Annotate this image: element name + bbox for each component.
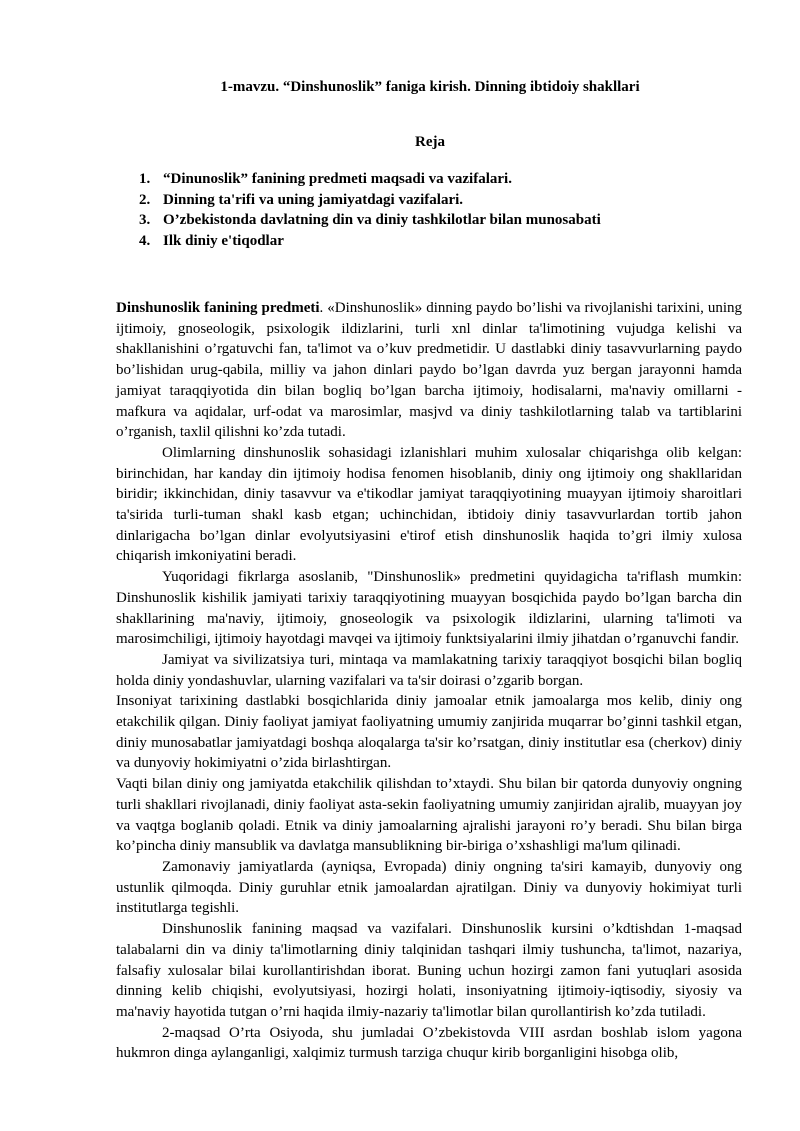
paragraph: Yuqoridagi fikrlarga asoslanib, "Dinshunoslik» predmetini quyidagicha ta'riflash mumkin: Dinshunoslik kishilik jamiyati tarixiy taraqqiyotining muayyan bosqichida paydo bo’lgan barcha din shakllarining ma'naviy, ijtimoiy, gnoseologik va psixologik ildizlarini, ularning ta'limoti va marosimchiligi, ijtimoiy hayotdagi mavqei va ijtimoiy funktsiyalarini ilmiy jihatdan o’rganuvchi fandir. [116, 569, 742, 648]
plan-item [139, 231, 739, 252]
plan-item-number: 2. [139, 191, 151, 208]
paragraph-text: . «Dinshunoslik» dinning paydo bo’lishi va rivojlanishi tarixini, uning ijtimoiy, gnoseologik, psixologik ildizlarini, turli xnl dinlar ta'limotining vujudga kelishi va shakllanishini o’rgatuvchi fan, ta'limot va o’kuv predmetidir. U dastlabki diniy tasavvurlarning paydo bo’lishidan urug-qabila, milliy va jahon dinlari paydo bo’lgan davrda yuz bergan jarayonni hamda jamiyat taraqqiyotida din bilan bogliq bo’lgan barcha ijtimoiy, hodisalarni, ma'naviy omillarni - mafkura va aqidalar, urf-odat va marosimlar, masjvd va diniy tashkilotlarning talab va tartiblarini o’rganish, taxlil qilishni ko’zda tutadi. [116, 300, 742, 441]
paragraph: Insoniyat tarixining dastlabki bosqichlarida diniy jamoalar etnik jamoalarga mos kelib, diniy ong etakchilik qilgan. Diniy faoliyat jamiyat faoliyatning umumiy zanjirida muqarrar bo’ginni tashkil etgan, diniy munosabatlar jamiyatdagi boshqa aloqalarga ta'sir ko’rsatgan, diniy institutlar esa (cherkov) diniy va dunyoviy hokimiyatni o’zida birlashtirgan. [116, 693, 742, 772]
plan-list [139, 169, 739, 251]
plan-item-number: 4. [139, 232, 151, 249]
plan-item-text: Ilk diniy e'tiqodlar [163, 232, 284, 249]
document-title: 1-mavzu. “Dinshunoslik” faniga kirish. Dinning ibtidoiy shakllari [220, 79, 640, 95]
paragraph-predmeti [116, 298, 742, 443]
paragraph-lead: Dinshunoslik fanining predmeti [116, 300, 320, 316]
plan-item [139, 169, 739, 190]
plan-item-text: O’zbekistonda davlatning din va diniy tashkilotlar bilan munosabati [163, 212, 601, 228]
paragraph: Dinshunoslik fanining maqsad va vazifalari. Dinshunoslik kursini o’kdtishdan 1-maqsad talabalarni din va diniy ta'limotlarning diniy talqinidan tashqari ilmiy tushuncha, ta'limot, nazariya, falsafiy xulosalar bilai kurollantirishdan iborat. Buning uchun hozirgi zamon fani yutuqlari asosida dinning kelib chiqishi, evolyutsiyasi, hozirgi holati, insoniyatning ijtimoiy-iqtisodiy, siyosiy va ma'naviy hayotida tutgan o’rni haqida ilmiy-nazariy ta'limotlar bilan qurollantirish ko’zda tutiladi. [116, 921, 742, 1020]
plan-item-number: 3. [139, 212, 151, 228]
plan-item [139, 190, 739, 211]
document-body [116, 298, 742, 1064]
paragraph: Jamiyat va sivilizatsiya turi, mintaqa va mamlakatning tarixiy taraqqiyot bosqichi bilan bogliq holda diniy yondashuvlar, ularning vazifalari va ta'sir doirasi o’zgarib borgan. [116, 651, 742, 689]
plan-item-number: 1. [139, 171, 151, 187]
paragraph: Zamonaviy jamiyatlarda (ayniqsa, Evropada) diniy ongning ta'siri kamayib, dunyoviy ong ustunlik qilmoqda. Diniy guruhlar etnik jamoalardan ajratilgan. Diniy va dunyoviy hokimiyat turli institutlarga tegishli. [116, 858, 742, 917]
paragraph: 2-maqsad O’rta Osiyoda, shu jumladai O’zbekistovda VIII asrdan boshlab islom yagona hukmron dinga aylanganligi, xalqimiz turmush tarziga chuqur kirib borganligini hisobga olib, [116, 1024, 742, 1062]
plan-item-text: “Dinunoslik” fanining predmeti maqsadi va vazifalari. [163, 171, 512, 187]
plan-item-text: Dinning ta'rifi va uning jamiyatdagi vazifalari. [163, 191, 464, 208]
paragraph: Olimlarning dinshunoslik sohasidagi izlanishlari muhim xulosalar chiqarishga olib kelgan: birinchidan, har kanday din ijtimoiy hodisa fenomen hisoblanib, diniy ong ijtimoiy ong shakllaridan biridir; ikkinchidan, diniy tasavvur va e'tikodlar jamiyat taraqqiyotining muayyan ijtimoiy sharoitlari ta'sirida turli-tuman shakl kasb etgan; uchinchidan, ibtidoiy diniy tasavvurlardan tortib jahon dinlarigacha bo’lgan dinlar evolyutsiyasini e'tirof etish dinshunoslik haqida to’gri ilmiy xulosa chiqarish imkoniyatini beradi. [116, 444, 742, 565]
plan-heading: Reja [415, 134, 445, 150]
plan-item [139, 210, 739, 231]
paragraph: Vaqti bilan diniy ong jamiyatda etakchilik qilishdan to’xtaydi. Shu bilan bir qatorda dunyoviy ongning turli shakllari rivojlanadi, diniy faoliyat asta-sekin faoliyatning umumiy zanjiridan ajralib, muayyan joy va vaqtga boglanib qoladi. Etnik va diniy jamoalarning ajralishi jarayoni ro’y beradi. Shu bilan birga ko’pincha diniy mansublik va davlatga mansublikning bir-biriga o’xshashligi ma'lum qilinadi. [116, 776, 742, 855]
